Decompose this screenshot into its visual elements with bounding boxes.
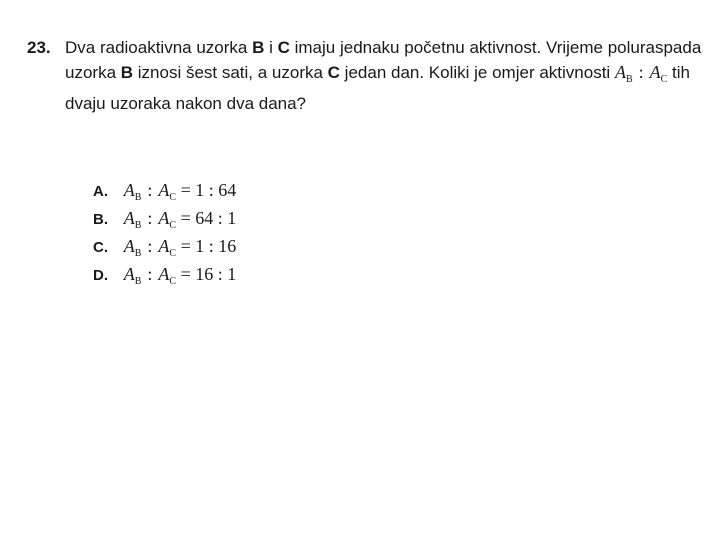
ratio-colon: : bbox=[638, 62, 644, 82]
ratio-colon: : bbox=[147, 180, 153, 200]
option-letter: B. bbox=[93, 211, 108, 228]
activity-symbol: A bbox=[123, 236, 135, 256]
option-letter: D. bbox=[93, 267, 108, 284]
option-expression bbox=[123, 180, 237, 203]
question-text-part: Dva radioaktivna uzorka bbox=[65, 38, 253, 57]
option-letter: C. bbox=[93, 239, 108, 256]
activity-subscript-b: B bbox=[625, 74, 633, 85]
question-number: 23. bbox=[27, 38, 51, 57]
option-value: = 1 : 16 bbox=[180, 236, 237, 256]
activity-subscript-c: C bbox=[169, 220, 177, 231]
option-expression bbox=[123, 208, 237, 231]
activity-symbol: A bbox=[158, 236, 170, 256]
question-text-part: jedan dan. Koliki je omjer aktivnosti bbox=[339, 63, 615, 82]
activity-symbol: A bbox=[158, 208, 170, 228]
activity-symbol: A bbox=[614, 62, 626, 82]
activity-symbol: A bbox=[123, 264, 135, 284]
answer-option-b[interactable] bbox=[93, 204, 236, 232]
activity-symbol: A bbox=[649, 62, 661, 82]
question-text-part: tih dvaju uzoraka nakon dva dana? bbox=[65, 63, 690, 113]
ratio-colon: : bbox=[147, 208, 153, 228]
option-value: = 1 : 64 bbox=[180, 180, 237, 200]
sample-b-label: B bbox=[120, 63, 134, 82]
answer-option-a[interactable] bbox=[93, 176, 236, 204]
activity-symbol: A bbox=[123, 180, 135, 200]
question-text-part: iznosi šest sati, a uzorka bbox=[133, 63, 328, 82]
question-text-part: imaju jednaku početnu aktivnost. Vrijeme poluraspada uzorka bbox=[65, 38, 702, 82]
option-expression bbox=[123, 236, 237, 259]
option-expression bbox=[123, 264, 237, 287]
ratio-colon: : bbox=[147, 264, 153, 284]
answer-option-c[interactable] bbox=[93, 232, 236, 260]
activity-symbol: A bbox=[158, 264, 170, 284]
ratio-colon: : bbox=[147, 236, 153, 256]
activity-symbol: A bbox=[123, 208, 135, 228]
sample-c-label: C bbox=[327, 63, 340, 82]
activity-subscript-c: C bbox=[169, 276, 177, 287]
activity-subscript-b: B bbox=[134, 220, 142, 231]
activity-subscript-b: B bbox=[134, 276, 142, 287]
option-letter: A. bbox=[93, 183, 108, 200]
activity-subscript-b: B bbox=[134, 192, 142, 203]
option-value: = 16 : 1 bbox=[180, 264, 237, 284]
activity-subscript-c: C bbox=[169, 192, 177, 203]
sample-b-label: B bbox=[252, 38, 265, 57]
activity-subscript-b: B bbox=[134, 248, 142, 259]
option-value: = 64 : 1 bbox=[180, 208, 237, 228]
activity-symbol: A bbox=[158, 180, 170, 200]
activity-subscript-c: C bbox=[660, 74, 668, 85]
sample-c-label: C bbox=[277, 38, 290, 57]
answer-option-d[interactable] bbox=[93, 260, 236, 288]
activity-subscript-c: C bbox=[169, 248, 177, 259]
activity-ratio-expression bbox=[614, 62, 668, 85]
question-text bbox=[65, 36, 705, 116]
question-text-part: i bbox=[264, 38, 278, 57]
answer-options bbox=[93, 176, 236, 288]
